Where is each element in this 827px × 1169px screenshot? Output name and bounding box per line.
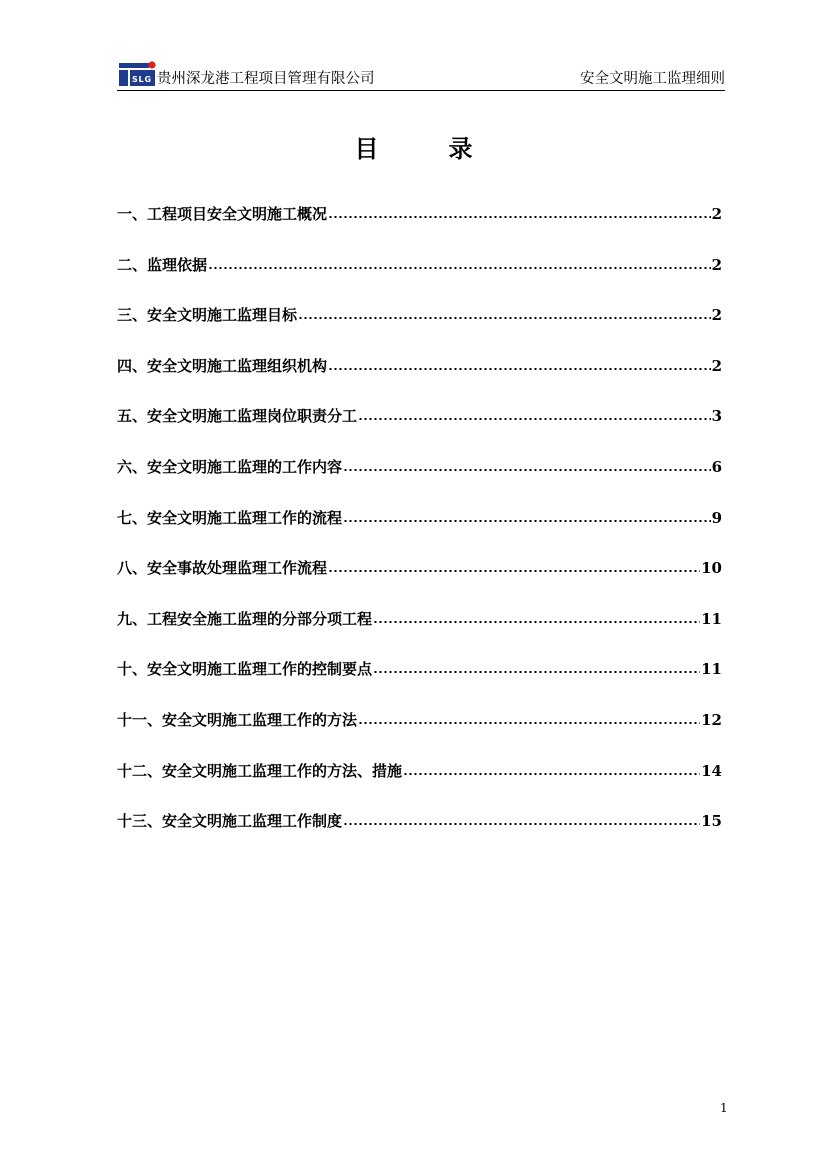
toc-entry-page: 2 xyxy=(711,306,722,325)
toc-entry[interactable] xyxy=(117,203,722,254)
toc-leader-dots xyxy=(328,355,711,377)
toc-entry[interactable] xyxy=(117,507,722,558)
toc-leader-dots xyxy=(343,810,700,832)
toc-entry-label: 六、安全文明施工监理的工作内容 xyxy=(117,457,343,476)
toc-entry[interactable] xyxy=(117,405,722,456)
toc-entry-page: 11 xyxy=(701,609,722,628)
toc-entry[interactable] xyxy=(117,254,722,305)
toc-entry-page: 3 xyxy=(711,407,722,426)
company-logo xyxy=(117,60,157,88)
table-of-contents xyxy=(117,203,722,861)
toc-entry-page: 9 xyxy=(711,508,722,527)
toc-entry-page: 15 xyxy=(701,812,722,831)
toc-entry-page: 11 xyxy=(701,660,722,679)
toc-entry-page: 12 xyxy=(701,710,722,729)
toc-entry-label: 四、安全文明施工监理组织机构 xyxy=(117,356,328,375)
toc-leader-dots xyxy=(208,254,711,276)
toc-entry-label: 十一、安全文明施工监理工作的方法 xyxy=(117,710,358,729)
toc-leader-dots xyxy=(343,456,711,478)
toc-entry-page: 2 xyxy=(711,356,722,375)
toc-entry[interactable] xyxy=(117,304,722,355)
toc-entry-label: 八、安全事故处理监理工作流程 xyxy=(117,559,328,578)
toc-leader-dots xyxy=(328,203,711,225)
toc-entry-page: 2 xyxy=(711,205,722,223)
toc-entry[interactable] xyxy=(117,608,722,659)
toc-entry-page: 14 xyxy=(701,761,722,780)
toc-entry[interactable] xyxy=(117,355,722,406)
toc-leader-dots xyxy=(403,760,700,782)
toc-leader-dots xyxy=(343,507,711,529)
toc-title-char-2: 录 xyxy=(448,134,473,163)
toc-entry-label: 十、安全文明施工监理工作的控制要点 xyxy=(117,660,373,679)
toc-leader-dots xyxy=(358,709,700,731)
toc-leader-dots xyxy=(373,608,700,630)
toc-entry-label: 二、监理依据 xyxy=(117,255,208,274)
toc-entry-label: 五、安全文明施工监理岗位职责分工 xyxy=(117,407,358,426)
toc-entry-label: 一、工程项目安全文明施工概况 xyxy=(117,205,328,223)
toc-entry-page: 10 xyxy=(701,559,722,578)
toc-entry-label: 九、工程安全施工监理的分部分项工程 xyxy=(117,609,373,628)
toc-entry-label: 十三、安全文明施工监理工作制度 xyxy=(117,812,343,831)
page-number: 1 xyxy=(720,1101,728,1115)
toc-entry-label: 三、安全文明施工监理目标 xyxy=(117,306,298,325)
page-header xyxy=(117,58,725,91)
toc-leader-dots xyxy=(298,304,711,326)
toc-title xyxy=(0,134,827,164)
toc-entry-page: 2 xyxy=(711,255,722,274)
toc-entry[interactable] xyxy=(117,456,722,507)
toc-leader-dots xyxy=(328,557,700,579)
toc-entry-label: 十二、安全文明施工监理工作的方法、措施 xyxy=(117,761,403,780)
toc-entry[interactable] xyxy=(117,760,722,811)
toc-entry[interactable] xyxy=(117,810,722,861)
toc-entry[interactable] xyxy=(117,658,722,709)
company-name: 贵州深龙港工程项目管理有限公司 xyxy=(157,71,375,87)
toc-entry-page: 6 xyxy=(711,457,722,476)
toc-title-char-1: 目 xyxy=(354,134,379,163)
svg-text:SLG: SLG xyxy=(132,75,152,84)
toc-entry-label: 七、安全文明施工监理工作的流程 xyxy=(117,508,343,527)
toc-entry[interactable] xyxy=(117,557,722,608)
toc-leader-dots xyxy=(358,405,711,427)
document-title: 安全文明施工监理细则 xyxy=(580,71,725,87)
toc-entry[interactable] xyxy=(117,709,722,760)
toc-leader-dots xyxy=(373,658,700,680)
